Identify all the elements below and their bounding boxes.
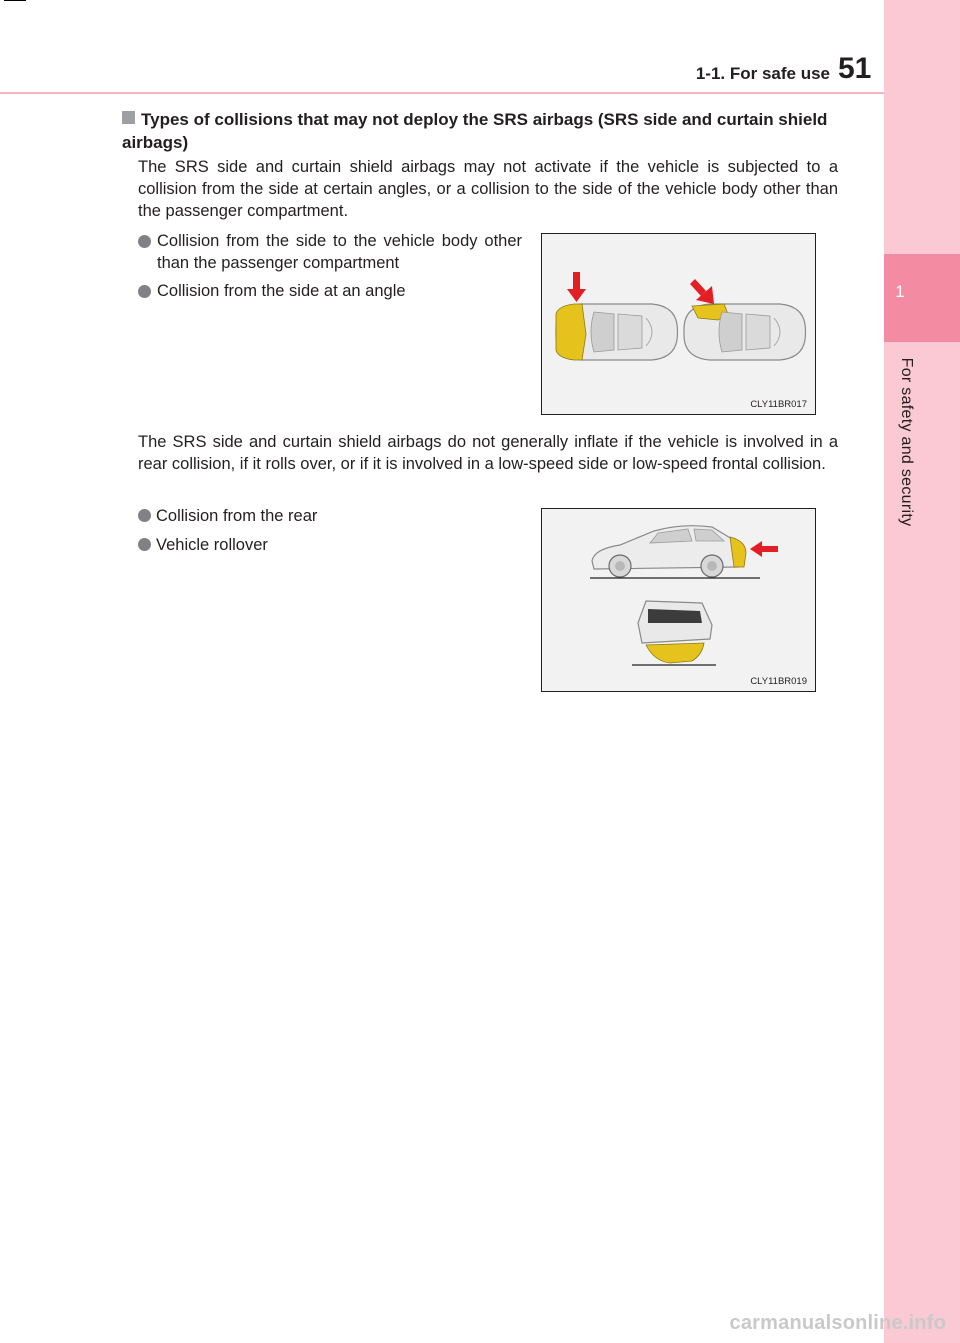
figure-code: CLY11BR017 [750, 399, 807, 410]
bullet-dot-icon [138, 509, 151, 522]
running-header: 1-1. For safe use [695, 64, 830, 83]
list-item [138, 280, 522, 302]
section-heading-text: Types of collisions that may not deploy the SRS airbags (SRS side and curtain shield airbags) [122, 110, 828, 152]
impact-arrow-1 [567, 272, 586, 302]
car-side-view [590, 526, 760, 578]
side-band [884, 0, 960, 1343]
bullet-dot-icon [138, 235, 151, 248]
heading-square-icon [122, 111, 135, 124]
watermark: carmanualsonline.info [729, 1312, 946, 1334]
figure-code: CLY11BR019 [750, 676, 807, 687]
header-rule [0, 92, 884, 94]
figure-side-collision [541, 233, 816, 415]
crop-mark-left [4, 0, 26, 5]
bullet-dot-icon [138, 285, 151, 298]
side-collision-illustration [542, 234, 815, 414]
rear-rollover-illustration [542, 509, 815, 691]
figure-rear-rollover [541, 508, 816, 692]
list-item [138, 230, 522, 274]
page-number: 51 [838, 52, 872, 85]
list-item-text: Vehicle rollover [156, 536, 268, 554]
car-rollover-view [632, 601, 716, 665]
impact-arrow-2 [690, 279, 714, 304]
list-item [138, 534, 518, 556]
list-item-text: Collision from the side at an angle [157, 282, 406, 300]
paragraph-side-collisions: The SRS side and curtain shield airbags may not activate if the vehicle is subjected to a collision from the side at certain angles, or a collision to the side of the vehicle body other than the passenger compartment. [138, 158, 838, 220]
list-item [138, 505, 518, 527]
rear-impact-arrow [750, 541, 778, 557]
car-top-view-1 [556, 304, 678, 360]
list-item-text: Collision from the rear [156, 507, 318, 525]
section-heading [122, 108, 844, 154]
chapter-title: For safety and security [898, 357, 915, 527]
paragraph-no-inflation: The SRS side and curtain shield airbags do not generally inflate if the vehicle is involved in a rear collision, if it rolls over, or if it is involved in a low-speed side or low-speed frontal collision. [138, 433, 838, 473]
list-item-text: Collision from the side to the vehicle body other than the passenger compartment [157, 232, 522, 272]
car-top-view-2 [684, 304, 806, 360]
chapter-number: 1 [895, 282, 905, 301]
bullet-dot-icon [138, 538, 151, 551]
